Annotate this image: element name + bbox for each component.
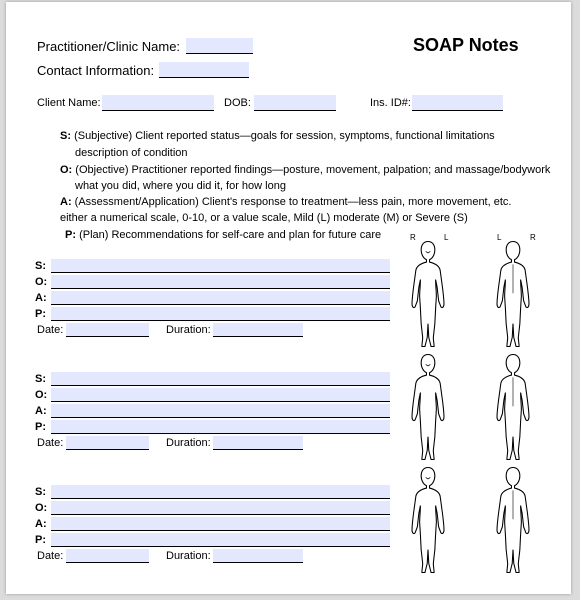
body-front-figure (398, 466, 458, 574)
a-label: A: (35, 405, 47, 417)
legend-assessment-cont: either a numerical scale, 0-10, or a value scale, Mild (L) moderate (M) or Severe (S) (60, 212, 468, 224)
page-title: SOAP Notes (413, 35, 519, 55)
front-side-right-label: L (444, 233, 449, 242)
ins-id-field[interactable] (412, 95, 503, 111)
body-back-figure (483, 466, 543, 574)
o-field[interactable] (51, 275, 390, 289)
s-label: S: (35, 260, 46, 272)
duration-label: Duration: (166, 324, 211, 336)
duration-field[interactable] (213, 323, 303, 337)
legend-objective: O: (Objective) Practitioner reported findings—posture, movement, palpation; and massage/bodywork (60, 164, 551, 176)
back-side-left-label: L (497, 233, 502, 242)
s-label: S: (35, 486, 46, 498)
back-side-right-label: R (530, 233, 536, 242)
contact-label: Contact Information: (37, 63, 155, 78)
body-back-figure (483, 240, 543, 348)
o-field[interactable] (51, 388, 390, 402)
duration-field[interactable] (213, 436, 303, 450)
contact-field[interactable] (159, 62, 249, 78)
date-field[interactable] (66, 323, 149, 337)
dob-field[interactable] (254, 95, 336, 111)
soap-notes-form (6, 2, 571, 594)
p-field[interactable] (51, 307, 390, 321)
o-label: O: (35, 389, 48, 401)
duration-label: Duration: (166, 437, 211, 449)
client-name-field[interactable] (102, 95, 214, 111)
date-field[interactable] (66, 436, 149, 450)
ins-id-label: Ins. ID#: (370, 97, 411, 109)
o-label: O: (35, 502, 48, 514)
o-field[interactable] (51, 501, 390, 515)
a-label: A: (35, 292, 47, 304)
client-name-label: Client Name: (37, 97, 101, 109)
a-label: A: (35, 518, 47, 530)
legend-subjective: S: (Subjective) Client reported status—goals for session, symptoms, functional limitations (60, 130, 495, 142)
s-field[interactable] (51, 372, 390, 386)
duration-label: Duration: (166, 550, 211, 562)
legend-objective-cont: what you did, where you did it, for how long (75, 180, 286, 192)
o-label: O: (35, 276, 48, 288)
dob-label: DOB: (224, 97, 251, 109)
front-side-left-label: R (410, 233, 416, 242)
body-front-figure (398, 240, 458, 348)
s-field[interactable] (51, 485, 390, 499)
date-label: Date: (37, 550, 64, 562)
p-label: P: (35, 421, 46, 433)
practitioner-field[interactable] (186, 38, 253, 54)
a-field[interactable] (51, 517, 390, 531)
a-field[interactable] (51, 404, 390, 418)
date-label: Date: (37, 324, 64, 336)
date-field[interactable] (66, 549, 149, 563)
date-label: Date: (37, 437, 64, 449)
body-front-figure (398, 353, 458, 461)
practitioner-label: Practitioner/Clinic Name: (37, 39, 181, 54)
legend-plan: P: (Plan) Recommendations for self-care and plan for future care (65, 229, 382, 241)
duration-field[interactable] (213, 549, 303, 563)
body-back-figure (483, 353, 543, 461)
s-label: S: (35, 373, 46, 385)
p-label: P: (35, 534, 46, 546)
a-field[interactable] (51, 291, 390, 305)
s-field[interactable] (51, 259, 390, 273)
p-field[interactable] (51, 420, 390, 434)
p-field[interactable] (51, 533, 390, 547)
p-label: P: (35, 308, 46, 320)
legend-subjective-cont: description of condition (75, 147, 188, 159)
legend-assessment: A: (Assessment/Application) Client's response to treatment—less pain, more movement, etc. (60, 196, 512, 208)
